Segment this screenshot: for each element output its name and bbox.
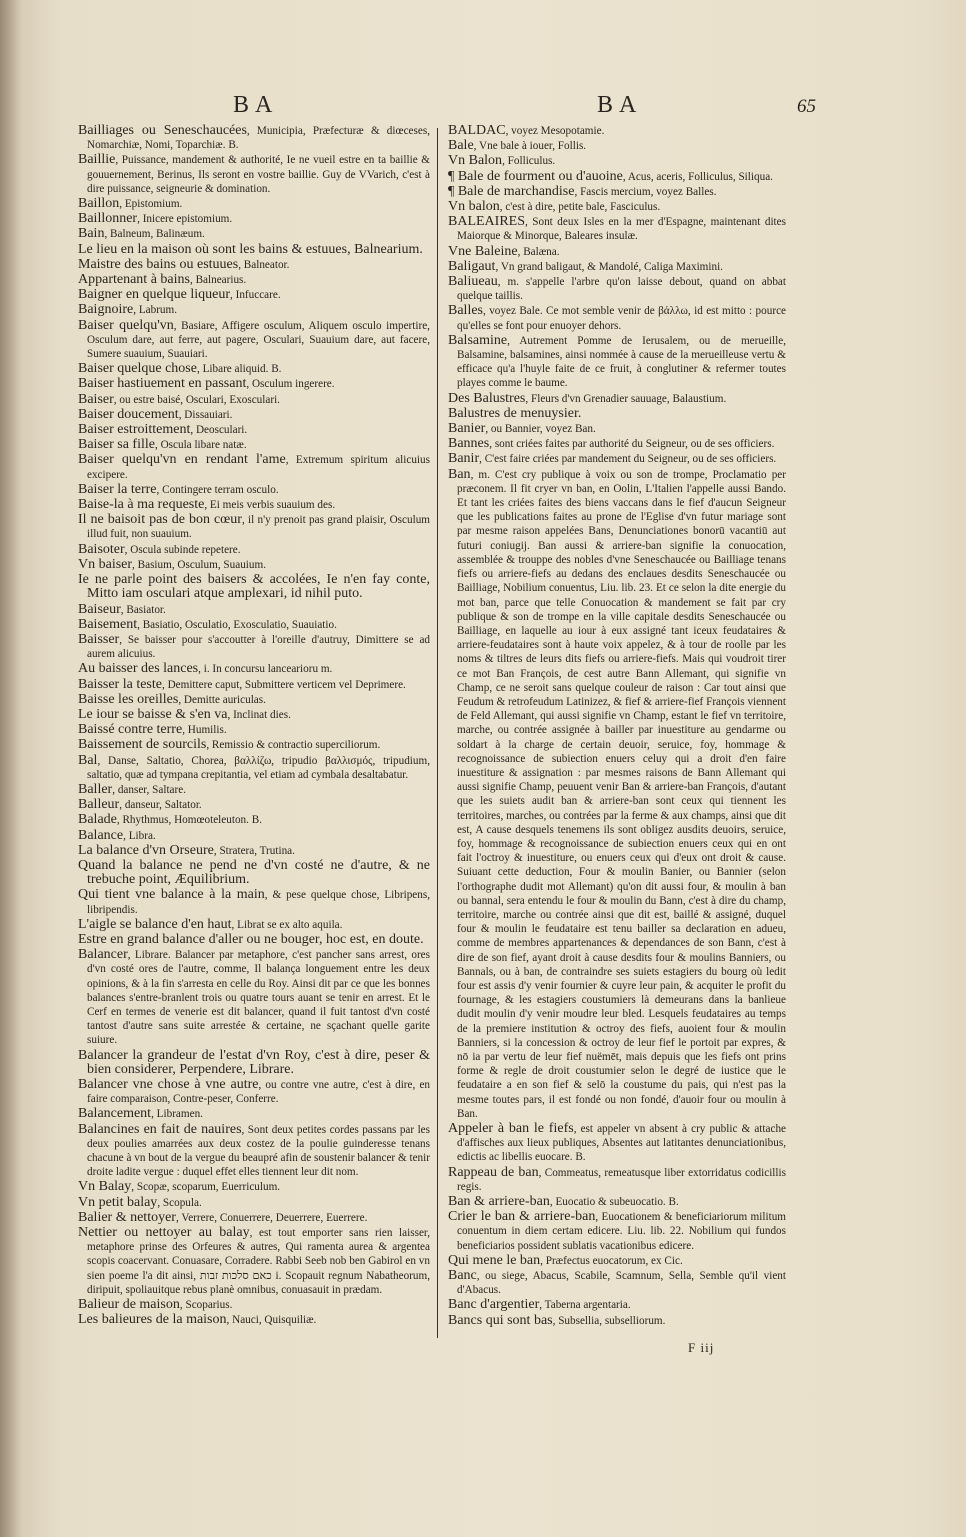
- definition: , i. In concursu lancearioru m.: [198, 663, 333, 676]
- left-entry: [78, 933, 430, 947]
- definition: , Scopula.: [157, 1196, 202, 1209]
- definition: , Librare. Balancer par metaphore, c'est pancher sans arrest, ores d'vn costé ores de l'autre, comme, Il balança longuement entre les deux opinions, & à la fin s'arresta en celle du Roy. Ainsi dit par ce que les bonnes balances s'entre-branlent trois ou quatre tours auant se tenir en arrest. Et le Cerf en termes de venerie est dit balancer, quand il fuit tantost d'vn costé tantost d'autre sans suite arrestée & certaine, ne sçachant quelle garite suiure.: [87, 949, 430, 1047]
- left-entry: [78, 1211, 430, 1225]
- headword: Vn baiser: [78, 556, 133, 572]
- running-head-left: BA: [233, 92, 279, 118]
- headword: Baliueau: [448, 274, 498, 290]
- right-entry: [448, 1195, 786, 1209]
- left-entry: [78, 558, 430, 572]
- left-entry: [78, 754, 430, 782]
- definition: , c'est à dire, petite bale, Fasciculus.: [499, 201, 661, 214]
- headword: Maistre des bains ou estuues: [78, 256, 239, 272]
- headword: Baiser estroittement: [78, 422, 191, 438]
- definition: , ou siege, Abacus, Scabile, Scamnum, Sella, Semble qu'il vient d'Abacus.: [457, 1270, 786, 1297]
- definition: , Nauci, Quisquiliæ.: [226, 1314, 317, 1327]
- left-entry: [78, 273, 430, 287]
- headword: Baiser hastiuement en passant: [78, 376, 247, 392]
- gutter-shadow: [0, 0, 22, 1537]
- definition: , Dissauiari.: [178, 408, 233, 421]
- left-entry: [78, 603, 430, 617]
- headword: Vn balon: [448, 199, 500, 215]
- definition: , Librat se ex alto aquila.: [231, 918, 343, 931]
- headword: BALDAC: [448, 124, 506, 138]
- headword: Appeler à ban le fiefs: [448, 1121, 574, 1137]
- definition: , Taberna argentaria.: [539, 1299, 631, 1312]
- definition: , Sont deux petites cordes passans par les deux poulies amarrées aux deux costez de la poulie guinderesse tenans chacune à vn bout de la vergue du beaupré afin de soustenir balancer & tenir droite ladite vergue : duquel effet elles tiennent leur dit nom.: [87, 1123, 430, 1179]
- left-entry: [78, 678, 430, 692]
- headword: Balancer vne chose à vne autre: [78, 1077, 259, 1092]
- headword: Il ne baisoit pas de bon cœur: [78, 512, 242, 528]
- headword: Le lieu en la maison où sont les bains & estuues, Balnearium.: [78, 241, 423, 257]
- definition: , Balæna.: [517, 245, 560, 258]
- headword: Balleur: [78, 797, 120, 813]
- definition: , Remissio & contractio superciliorum.: [206, 739, 381, 752]
- left-entry: [78, 1196, 430, 1210]
- definition: , & pese quelque chose, Libripens, libripendis.: [87, 889, 430, 916]
- left-entry: [78, 543, 430, 557]
- definition: , Commeatus, remeatusque liber extorridatus codicillis regis.: [457, 1166, 786, 1193]
- right-entry: [448, 392, 786, 406]
- headword: Baisoter: [78, 541, 125, 557]
- left-entry: [78, 498, 430, 512]
- left-entry: [78, 258, 430, 272]
- right-entry: [448, 1166, 786, 1194]
- right-entry: [448, 407, 786, 421]
- headword: Baisser la teste: [78, 676, 162, 692]
- right-entry: [448, 154, 786, 168]
- headword: Ie ne parle point des baisers & accolées, Ie n'en fay conte, Mitto iam osculari atque amplexari, id nihil puto.: [78, 572, 430, 602]
- definition: , est tout emporter sans rien laisser, metaphore prinse des Orfeures & autres, Qui ramenta aurea & argentea scopis coacervant. Conuasare, Corradere. Rabbi Seeb nob ben Gabirol en vn sien poeme l'a dit ainsi, כאם סלכות זבות i. Scopauit regnum Nabatheorum, diripuit, spoliauitque rebus planè omnibus, conuasauit in prædam.: [87, 1227, 430, 1296]
- definition: , Fleurs d'vn Grenadier sauuage, Balaustium.: [525, 392, 727, 405]
- definition: , ou Bannier, voyez Ban.: [485, 423, 596, 436]
- left-entry: [78, 888, 430, 916]
- left-entry: [78, 377, 430, 391]
- definition: , Sont deux Isles en la mer d'Espagne, maintenant dites Maiorque & Minorque, Baleares insulæ.: [457, 216, 786, 243]
- definition: , Ei meis verbis suauium des.: [204, 499, 336, 512]
- headword: La balance d'vn Orseure: [78, 842, 214, 858]
- definition: , est appeler vn absent à cry public & attache d'affisches aux lieux publiques, Absentes aut latitantes denunciationibus, edictis ac libellis euocare. B.: [457, 1123, 786, 1164]
- definition: , Basiator.: [120, 603, 166, 616]
- definition: , danser, Saltare.: [112, 783, 187, 796]
- left-entry: [78, 319, 430, 362]
- definition: , Scopæ, scoparum, Euerriculum.: [131, 1181, 281, 1194]
- left-entry: [78, 693, 430, 707]
- definition: , Stratera, Trutina.: [213, 844, 295, 857]
- right-entry: [448, 334, 786, 391]
- headword: Balieur de maison: [78, 1297, 180, 1313]
- right-entry: [448, 260, 786, 274]
- headword: Estre en grand balance d'aller ou ne bouger, hoc est, en doute.: [78, 931, 424, 947]
- headword: Vn Balon: [448, 153, 503, 169]
- headword: Baller: [78, 781, 113, 797]
- headword: Balancement: [78, 1106, 152, 1122]
- definition: , Danse, Saltatio, Chorea, βαλλίζω, tripudio βαλλισμός, tripudium, saltatio, quæ ad tympana crepitantia, vel etiam ad cymbala desaltabatur.: [87, 754, 430, 781]
- running-head-right: BA: [597, 92, 643, 118]
- headword: Baissement de sourcils: [78, 737, 207, 753]
- right-entry: [448, 304, 786, 332]
- headword: Banc d'argentier: [448, 1297, 540, 1313]
- left-entry: [78, 393, 430, 407]
- definition: , Subsellia, subselliorum.: [552, 1314, 666, 1327]
- headword: Bal: [78, 752, 98, 768]
- headword: Baisement: [78, 616, 138, 632]
- headword: L'aigle se balance d'en haut: [78, 916, 232, 932]
- left-entry: [78, 513, 430, 541]
- headword: Baiser quelqu'vn en rendant l'ame: [78, 452, 286, 468]
- headword: Balancines en fait de nauires: [78, 1121, 242, 1137]
- headword: Baillon: [78, 196, 120, 212]
- definition: , Basium, Osculum, Suauium.: [132, 558, 266, 571]
- definition: , sont criées faites par authorité du Seigneur, ou de ses officiers.: [489, 438, 775, 451]
- headword: Appartenant à bains: [78, 272, 190, 288]
- headword: Le iour se baisse & s'en va: [78, 706, 228, 722]
- definition: , Extremum spiritum alicuius excipere.: [87, 454, 430, 481]
- headword: Balustres de menuysier.: [448, 405, 582, 421]
- definition: , Euocationem & beneficiariorum militum conuentum in diem certam edicere. Liu. lib. 22. Nobilium qui fundos beneficiarios possident sublatis vacationibus edicere.: [457, 1211, 786, 1252]
- left-entry: [78, 197, 430, 211]
- left-entry: [78, 829, 430, 843]
- definition: , Deosculari.: [190, 424, 248, 437]
- right-entry: [448, 1122, 786, 1165]
- left-entry: [78, 813, 430, 827]
- left-entry: [78, 708, 430, 722]
- headword: Baissé contre terre: [78, 722, 183, 738]
- definition: , Balnearius.: [189, 274, 247, 287]
- definition: , Verrere, Conuerrere, Deuerrere, Euerrere.: [175, 1211, 368, 1224]
- folio-number: 65: [797, 96, 816, 117]
- headword: Baisser: [78, 631, 120, 647]
- right-entry: [448, 215, 786, 243]
- headword: Des Balustres: [448, 390, 526, 406]
- definition: , danseur, Saltator.: [119, 799, 202, 812]
- left-entry: [78, 303, 430, 317]
- headword: Baiser la terre: [78, 481, 157, 497]
- right-entry: [448, 245, 786, 259]
- left-entry: [78, 453, 430, 481]
- left-entry: [78, 1049, 430, 1077]
- headword: Baiser doucement: [78, 406, 179, 422]
- definition: , Acus, aceris, Folliculus, Siliqua.: [622, 170, 773, 183]
- left-entry: [78, 212, 430, 226]
- headword: Au baisser des lances: [78, 661, 199, 677]
- definition: , Labrum.: [133, 304, 178, 317]
- definition: , Balneator.: [238, 258, 290, 271]
- definition: , Puissance, mandement & authorité, Ie ne vueil estre en ta baillie & gouuernement, Berinus, Ils seront en vostre baillie. Guy de VVarich, c'est à dire puissance, seigneurie & domination.: [87, 154, 430, 195]
- headword: Baiser: [78, 391, 114, 407]
- headword: Baiser quelque chose: [78, 361, 197, 377]
- headword: Banc: [448, 1268, 477, 1284]
- left-entry: [78, 918, 430, 932]
- right-entry: [448, 200, 786, 214]
- definition: , Inclinat dies.: [227, 708, 291, 721]
- definition: , m. C'est cry publique à voix ou son de trompe, Proclamatio per præconem. Il fit cryer vn ban, en Oolin, L'Italien l'appelle aussi Bando. Et tant les criées faites des biens vaccans dans le fief d'aucun Seigneur que les publications faites au prone de l'Eglise d'vn futur mariage sont par mesme raison appelées Bans, Denunciationes bonorū vacantiū aut futuri coniugij. Ban aussi & arriere-ban signifie la conuocation, assemblée & trouppe des nobles d'vne Seneschaucée ou Bailliage tenans fiefs ou arriere-fiefs au dedans des enclaues desdits Seneschaucée ou Bailliage, Nobilium conuentus, Liu. lib. 23. Et ce selon la dite energie du mot ban, parce que telle Conuocation & mandement se fait par cry publique & son de trompe en la ville capitale desdits Seneschaucée ou Bailliage, en laquelle au iour à eux assigné tant iceux feudataires & arriere-feudataires sont à haute voix appelez, & à tour de roolle par les noms & tiltres de leurs dits fiefs ou arriere-fiefs. Mais qui voudroit tirer ce mot Ban François, de cest autre Bann Allemant, qui signifie vn Champ, ce ne seroit sans quelque couleur de raison : Car tout ainsi que Feudum & retrofeudum Latinizez, & fief & arriere-fief François viennent de Feld Allemant, qui aussi signifie vn Champ, estant le fief vn territoire, marche, ou contrée assignée à bailler par inuestiture au gendarme ou soldart à la charge de certain deuoir, seruice, foy, hommage & recognoissance de subiection enuers celuy qui a droit d'en faire inuestiture & assignation : par mesmes raisons de Bann Allemant qui aussi signifie Champ, peuuent venir Ban & arriere-ban François, d'autant que les suiets audit ban & arriere-ban sont ceux qui tiennent les territoires, marches, ou contrées par la ferme & aux champs, ainsi que dit est, A cause desquels tenemens ils sont obligez ausdits deuoirs, seruice, foy, hommage & recognoissance de subiection enuers ceux qui en ont fait l'octroy & inuestiture, ou enuers ceux qui d'eux ont droit & cause. Suiuant cette deduction, Four & moulin Banier, ou Bannier (selon l'orthographe dudit mot Allemant) qu'on dit aussi four, & moulin à ban ou bannal, sera entendu le four & moulin du Bann, c'est à dire du champ, territoire, marche ou contrée ainsi que dit est, baillé & assigné, duquel four & moulin le feudataire est tenu bailler sa declaration en adueu, comme de membres appartenances & dependances de son Bann, c'est à dire de son fief, ayant droit à cause desdits four & moulins Banniers, ou Bannals, ou à ban, de contraindre ses suiets estagiers du bourg où ledit four est assis d'y venir fournier & cuyre leur pain, & acquiter le profit du fournage, & les estagiers coustumiers là demeurans dans la banlieue dudit moulin d'y venir moudre leur bled. Lesquels feudataires au temps de la premiere institution & octroy des fiefs, auoient four & moulin Banniers, si la concession & octroy de leur fief le portoit par expres, & nō ia par vertu de leur fief nuëmēt, mais depuis que les fiefs ont prins forme & regle de droit coustumier selon le degré de iustice que le feudataire a en son fief & selō la coustume du pais, qui n'est pas la mesme toutes pars, il est fondé ou non fondé, d'auoir four ou moulin à Ban.: [457, 468, 786, 1120]
- left-entry: [78, 408, 430, 422]
- right-entry: [448, 1210, 786, 1253]
- definition: , Osculum ingerere.: [246, 378, 335, 391]
- headword: Balsamine: [448, 332, 508, 348]
- definition: , Infuccare.: [230, 289, 281, 302]
- headword: Vn Balay: [78, 1179, 132, 1195]
- definition: , Vne bale à iouer, Follis.: [473, 140, 587, 153]
- headword: Les balieures de la maison: [78, 1312, 227, 1328]
- headword: Balade: [78, 812, 117, 828]
- headword: Nettier ou nettoyer au balay: [78, 1225, 250, 1241]
- definition: , Contingere terram osculo.: [156, 483, 279, 496]
- headword: BALEAIRES: [448, 214, 525, 230]
- definition: , Oscula subinde repetere.: [124, 543, 241, 556]
- headword: Ban: [448, 466, 471, 482]
- headword: Bain: [78, 226, 105, 242]
- definition: , Euocatio & subeuocatio. B.: [549, 1196, 679, 1209]
- headword: Banier: [448, 421, 486, 437]
- right-entry: [448, 437, 786, 451]
- definition: , Municipia, Præfecturæ & diœceses, Nomarchiæ, Nomi, Toparchiæ. B.: [87, 125, 430, 152]
- definition: , Præfectus euocatorum, ex Cic.: [540, 1254, 683, 1267]
- right-entry: [448, 468, 786, 1121]
- headword: Rappeau de ban: [448, 1164, 539, 1180]
- right-entry: [448, 139, 786, 153]
- left-entry: [78, 723, 430, 737]
- headword: Balancer: [78, 947, 128, 963]
- headword: Bailliages ou Seneschaucées: [78, 124, 247, 138]
- headword: Qui mene le ban: [448, 1252, 541, 1268]
- left-entry: [78, 783, 430, 797]
- left-entry: [78, 124, 430, 152]
- definition: , m. s'appelle l'arbre qu'on laisse debout, quand on abbat quelque taillis.: [457, 276, 786, 303]
- definition: , Folliculus.: [502, 155, 556, 168]
- headword: Bale: [448, 138, 474, 154]
- headword: ¶ Bale de fourment ou d'auoine: [448, 168, 623, 184]
- left-entry: [78, 1180, 430, 1194]
- left-entry: [78, 844, 430, 858]
- definition: , Libare aliquid. B.: [196, 363, 282, 376]
- definition: , ou contre vne autre, c'est à dire, en faire comparaison, Contre-peser, Conferre.: [87, 1079, 430, 1106]
- definition: , Libra.: [123, 829, 156, 842]
- right-entry: [448, 1314, 786, 1328]
- definition: , Demittere caput, Submittere verticem vel Deprimere.: [161, 678, 406, 691]
- definition: , Humilis.: [182, 724, 227, 737]
- definition: , Se baisser pour s'accoutter à l'oreille d'autruy, Dimittere se ad aurem alicuius.: [87, 633, 430, 661]
- right-entry: [448, 275, 786, 303]
- right-column: [448, 124, 786, 1349]
- headword: Bancs qui sont bas: [448, 1312, 553, 1328]
- headword: Baillonner: [78, 211, 138, 227]
- left-entry: [78, 1298, 430, 1312]
- headword: Qui tient vne balance à la main: [78, 887, 265, 903]
- left-entry: [78, 618, 430, 632]
- definition: , Balneum, Balinæum.: [104, 228, 205, 241]
- left-entry: [78, 1226, 430, 1297]
- left-entry: [78, 633, 430, 661]
- headword: Baiser quelqu'vn: [78, 317, 174, 333]
- definition: , Fascis mercium, voyez Balles.: [574, 185, 717, 198]
- headword: Vn petit balay: [78, 1194, 158, 1210]
- definition: , Vn grand baligaut, & Mandolé, Caliga Maximini.: [495, 260, 723, 273]
- definition: , Demitte auriculas.: [178, 693, 266, 706]
- definition: , ou estre baisé, Osculari, Exosculari.: [113, 393, 280, 406]
- right-entry: [448, 422, 786, 436]
- column-rule: [437, 128, 438, 1338]
- headword: Baigner en quelque liqueur: [78, 287, 231, 303]
- definition: , Libramen.: [151, 1108, 203, 1121]
- headword: Baisse les oreilles: [78, 691, 179, 707]
- left-entry: [78, 1078, 430, 1106]
- left-entry: [78, 153, 430, 196]
- headword: Baiseur: [78, 601, 121, 617]
- headword: Baillie: [78, 152, 116, 168]
- left-entry: [78, 483, 430, 497]
- left-entry: [78, 243, 430, 257]
- definition: , C'est faire criées par mandement du Seigneur, ou de ses officiers.: [479, 453, 777, 466]
- definition: , il n'y prenoit pas grand plaisir, Osculum illud fuit, non suauium.: [87, 514, 430, 541]
- right-entry: [448, 1298, 786, 1312]
- headword: Vne Baleine: [448, 243, 518, 259]
- definition: , Epistomium.: [119, 198, 183, 211]
- headword: ¶ Bale de marchandise: [448, 183, 575, 199]
- definition: , Inicere epistomium.: [137, 213, 233, 226]
- definition: , Scoparius.: [179, 1299, 233, 1312]
- left-entry: [78, 438, 430, 452]
- definition: , Autrement Pomme de Ierusalem, ou de merueille, Balsamine, balsamines, ainsi nommée à cause de la merueilleuse vertu & efficace qu'a l'huyle faite de ce fruit, à conglutiner & refermer toutes playes comme le baume.: [457, 334, 786, 390]
- headword: Balance: [78, 827, 124, 843]
- definition: , Oscula libare natæ.: [154, 439, 247, 452]
- right-entry: [448, 1269, 786, 1297]
- headword: Balancer la grandeur de l'estat d'vn Roy, c'est à dire, peser & bien considerer, Perpendere, Librare.: [78, 1047, 430, 1077]
- left-entry: [78, 362, 430, 376]
- left-entry: [78, 1107, 430, 1121]
- headword: Quand la balance ne pend ne d'vn costé ne d'autre, & ne trebuche point, Æquilibrium.: [78, 857, 430, 888]
- right-entry: [448, 170, 786, 184]
- headword: Ban & arriere-ban: [448, 1194, 550, 1210]
- right-entry: [448, 452, 786, 466]
- headword: Balles: [448, 303, 483, 319]
- headword: Baignoire: [78, 302, 134, 318]
- definition: , Rhythmus, Homœoteleuton. B.: [116, 814, 263, 827]
- headword: Crier le ban & arriere-ban: [448, 1209, 596, 1225]
- right-entry: [448, 124, 786, 138]
- left-entry: [78, 288, 430, 302]
- left-entry: [78, 948, 430, 1047]
- definition: , voyez Bale. Ce mot semble venir de βάλλω, id est mitto : pource qu'elles se font pour enuoyer dehors.: [457, 305, 786, 332]
- left-entry: [78, 859, 430, 887]
- signature-mark: F iij: [688, 1340, 715, 1355]
- left-entry: [78, 738, 430, 752]
- definition: , voyez Mesopotamie.: [505, 125, 605, 137]
- left-entry: [78, 423, 430, 437]
- headword: Baligaut: [448, 258, 496, 274]
- headword: Baiser sa fille: [78, 437, 155, 453]
- headword: Balier & nettoyer: [78, 1209, 176, 1225]
- left-entry: [78, 662, 430, 676]
- left-entry: [78, 1313, 430, 1327]
- definition: , Basiare, Affigere osculum, Aliquem osculo impertire, Osculum dare, aut ferre, aut pagere, Osculari, Suauium dare, aut facere, Sumere suauium, Suauiari.: [87, 319, 430, 361]
- left-entry: [78, 798, 430, 812]
- headword: Bannes: [448, 436, 490, 452]
- definition: , Basiatio, Osculatio, Exosculatio, Suauiatio.: [137, 618, 337, 631]
- headword: Baise-la à ma requeste: [78, 497, 205, 513]
- left-entry: [78, 573, 430, 601]
- right-entry: [448, 185, 786, 199]
- left-entry: [78, 227, 430, 241]
- right-entry: [448, 1254, 786, 1268]
- left-column: [78, 124, 430, 1344]
- left-entry: [78, 1123, 430, 1180]
- headword: Banir: [448, 451, 480, 467]
